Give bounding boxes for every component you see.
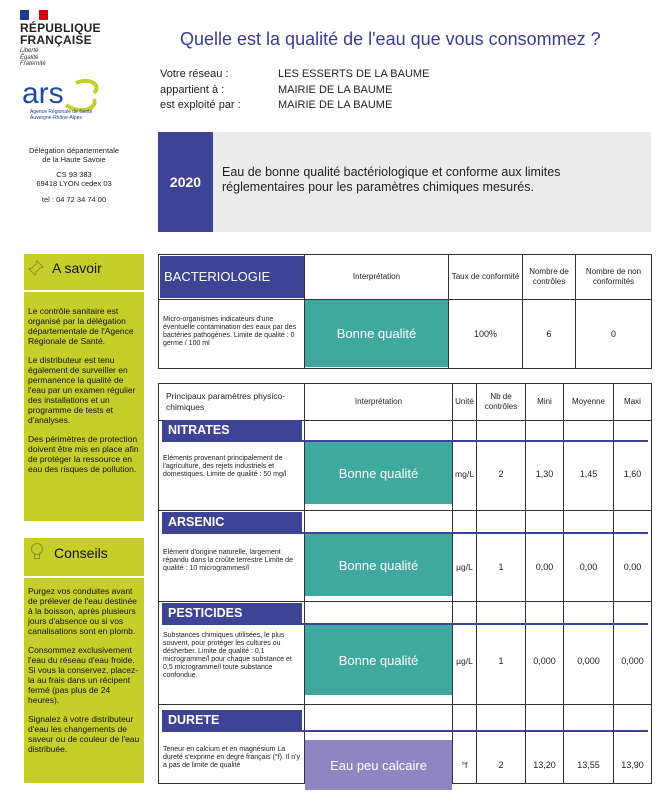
pesticides-nb: 1 bbox=[498, 656, 504, 666]
network-value: LES ESSERTS DE LA BAUME bbox=[278, 68, 430, 80]
nitrates-min: 1,30 bbox=[535, 469, 554, 479]
durete-interpretation: Eau peu calcaire bbox=[305, 740, 452, 790]
summary-text: Eau de bonne qualité bactériologique et conforme aux limites réglementaires pour les paramètres chimiques mesurés. bbox=[222, 165, 561, 194]
table-border bbox=[158, 254, 651, 255]
bacteriologie-description: Micro-organismes indicateurs d'une éventuelle contamination des eaux par des bactéries pathogènes. Limite de qualité : 0 germe / 100 ml bbox=[163, 316, 297, 347]
delegation-block bbox=[14, 146, 134, 164]
table-border bbox=[158, 601, 651, 602]
republic-motto bbox=[20, 48, 46, 68]
motto-egalite: Égalité bbox=[20, 54, 39, 61]
delegation-line2: de la Haute Savoie bbox=[42, 155, 106, 164]
table-border bbox=[613, 383, 614, 784]
motto-liberte: Liberté bbox=[20, 48, 39, 54]
pesticides-min: 0,000 bbox=[533, 656, 556, 666]
network-label: Votre réseau : bbox=[160, 68, 229, 80]
col-header-maxi: Maxi bbox=[624, 397, 641, 406]
col-header-nb-controles: Nb de contrôles bbox=[484, 392, 518, 411]
arsenic-title: ARSENIC bbox=[162, 512, 302, 532]
col-header-unite: Unité bbox=[455, 397, 474, 406]
ars-subtitle bbox=[30, 109, 92, 121]
durete-min: 13,20 bbox=[533, 760, 556, 770]
owner-value: MAIRIE DE LA BAUME bbox=[278, 84, 393, 96]
owner-label: appartient à : bbox=[160, 84, 225, 96]
operator-value: MAIRIE DE LA BAUME bbox=[278, 99, 393, 111]
nitrates-description: Eléments provenant principalement de l'agriculture, des rejets industriels et domestiques. Limite de qualité : 50 mg/l bbox=[163, 455, 287, 478]
page-title: Quelle est la qualité de l'eau que vous consommez ? bbox=[180, 29, 601, 49]
table-border bbox=[563, 383, 564, 784]
address-city: 69418 LYON cedex 03 bbox=[36, 179, 112, 188]
table-border bbox=[158, 254, 159, 369]
bacteriologie-nonconf: 0 bbox=[610, 329, 616, 339]
nitrates-interpretation: Bonne qualité bbox=[305, 442, 452, 504]
table-border bbox=[525, 383, 526, 784]
francaise-text: FRANÇAISE bbox=[20, 33, 92, 47]
bacteriologie-taux: 100% bbox=[473, 329, 498, 339]
bacteriologie-interpretation: Bonne qualité bbox=[305, 300, 448, 367]
durete-underline bbox=[162, 730, 648, 732]
ars-subtitle-line2: Auvergne-Rhône-Alpes bbox=[30, 115, 82, 121]
nitrates-unit: mg/L bbox=[455, 469, 474, 479]
a-savoir-paragraph: Le contrôle sanitaire est organisé par la délégation départementale de l'Agence Régionale de Santé. bbox=[28, 306, 134, 346]
table-border bbox=[651, 383, 652, 784]
table-border bbox=[158, 368, 651, 369]
col-header-interpretation: Interprétation bbox=[352, 272, 401, 281]
republique-francaise-logo bbox=[20, 22, 101, 46]
table-border bbox=[158, 383, 159, 784]
conseils-content bbox=[24, 578, 144, 783]
divider bbox=[24, 290, 144, 292]
arsenic-unit: µg/L bbox=[456, 562, 473, 572]
arsenic-description: Elément d'origine naturelle, largement répandu dans la croûte terrestre Limite de qualité : 10 microgrammes/l bbox=[163, 549, 293, 572]
table-border bbox=[476, 383, 477, 784]
conseils-paragraph: Purgez vos conduites avant de prélever de l'eau destinée à la boisson, après plusieurs jours d'absence ou si vos canalisations sont en plomb. bbox=[28, 586, 137, 636]
motto-fraternite: Fraternité bbox=[20, 61, 46, 67]
col-header-interpretation: Interprétation bbox=[354, 397, 403, 406]
lightbulb-icon bbox=[30, 542, 44, 562]
bacteriologie-nb: 6 bbox=[546, 329, 552, 339]
pesticides-moy: 0,000 bbox=[577, 656, 600, 666]
operator-label: est exploité par : bbox=[160, 99, 241, 111]
col-header-parametres: Principaux paramètres physico-chimiques bbox=[166, 391, 286, 412]
durete-max: 13,90 bbox=[621, 760, 644, 770]
year-badge: 2020 bbox=[158, 132, 213, 232]
arsenic-max: 0,00 bbox=[623, 562, 642, 572]
durete-description: Teneur en calcium et en magnésium La dureté s'exprime en degré français (°f). Il n'y a pas de limite de qualité bbox=[163, 746, 300, 769]
phone-number: tel : 04 72 34 74 00 bbox=[41, 195, 107, 204]
durete-unit: °f bbox=[461, 760, 468, 770]
pesticides-max: 0,000 bbox=[621, 656, 644, 666]
col-header-taux: Taux de conformité bbox=[451, 272, 520, 281]
nitrates-nb: 2 bbox=[498, 469, 504, 479]
arsenic-moy: 0,00 bbox=[579, 562, 598, 572]
nitrates-title: NITRATES bbox=[162, 420, 302, 440]
conseils-header bbox=[24, 538, 144, 576]
bacteriologie-title: BACTERIOLOGIE bbox=[160, 256, 304, 298]
french-flag-icon bbox=[20, 10, 48, 20]
ars-logo-text: ars bbox=[22, 77, 64, 110]
conseils-paragraph: Signalez à votre distributeur d'eau les changements de saveur ou de couleur de l'eau distribuée. bbox=[28, 714, 140, 754]
col-header-moyenne: Moyenne bbox=[572, 397, 605, 406]
republique-text: RÉPUBLIQUE bbox=[20, 21, 101, 35]
table-border bbox=[651, 254, 652, 369]
pin-icon bbox=[28, 260, 44, 276]
durete-title: DURETE bbox=[162, 710, 302, 730]
arsenic-interpretation: Bonne qualité bbox=[305, 534, 452, 596]
pesticides-interpretation: Bonne qualité bbox=[305, 625, 452, 695]
address-cs: CS 93 383 bbox=[56, 170, 92, 179]
durete-moy: 13,55 bbox=[577, 760, 600, 770]
col-header-non-conformites: Nombre de non conformités bbox=[585, 267, 642, 286]
arsenic-nb: 1 bbox=[498, 562, 504, 572]
durete-nb: 2 bbox=[498, 760, 504, 770]
nitrates-max: 1,60 bbox=[623, 469, 642, 479]
delegation-line1: Délégation départementale bbox=[28, 146, 120, 155]
a-savoir-paragraph: Des périmètres de protection doivent être mis en place afin de protéger la ressource en eau des risques de pollution. bbox=[28, 434, 139, 474]
table-border bbox=[158, 704, 651, 705]
pesticides-title: PESTICIDES bbox=[162, 603, 302, 623]
conseils-title: Conseils bbox=[54, 545, 108, 561]
ars-subtitle-line1: Agence Régionale de Santé bbox=[30, 109, 93, 115]
pesticides-description: Substances chimiques utilisées, le plus souvent, pour protéger les cultures ou désherber. Limite de qualité : 0,1 microgramme/l pour chaque substance et 0,5 microgramme/l toute substance confondue. bbox=[163, 632, 292, 679]
col-header-nb-controles: Nombre de contrôles bbox=[529, 267, 569, 286]
a-savoir-title: A savoir bbox=[52, 260, 102, 276]
a-savoir-content bbox=[24, 292, 144, 521]
a-savoir-paragraph: Le distributeur est tenu également de surveiller en permanence la qualité de l'eau par un examen régulier des installations et un programme de tests et d'analyses. bbox=[28, 355, 136, 425]
conseils-paragraph: Consommez exclusivement l'eau du réseau d'eau froide. Si vous la conservez, placez-la au frais dans un récipent fermé (pas plus de 24 heures). bbox=[28, 645, 139, 705]
table-border bbox=[452, 383, 453, 784]
arsenic-min: 0,00 bbox=[535, 562, 554, 572]
table-border bbox=[158, 510, 651, 511]
pesticides-unit: µg/L bbox=[456, 656, 473, 666]
address-block bbox=[14, 170, 134, 188]
nitrates-moy: 1,45 bbox=[579, 469, 598, 479]
col-header-mini: Mini bbox=[537, 397, 552, 406]
